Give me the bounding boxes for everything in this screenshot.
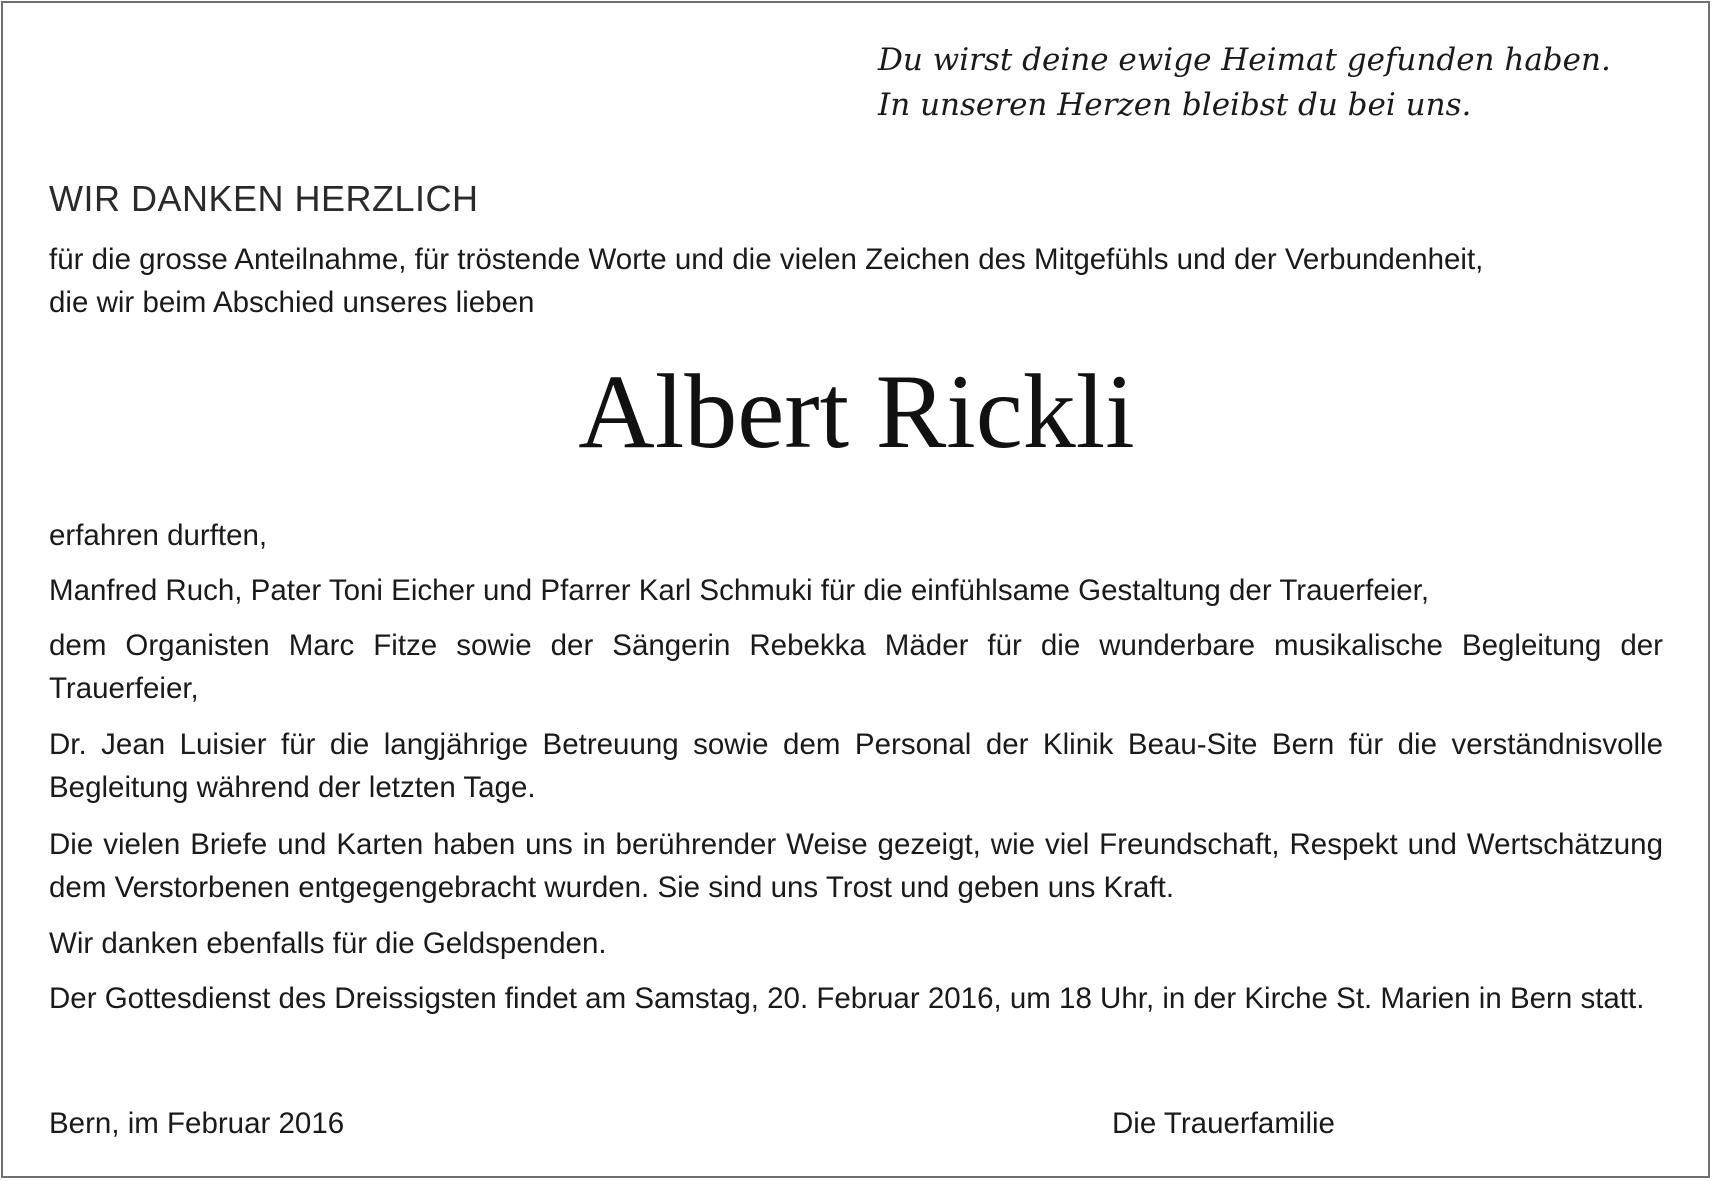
paragraph-letters: Die vielen Briefe und Karten haben uns in berührender Weise gezeigt, wie viel Freundschaft, Respekt und Wertschätzung dem Verstorbenen entgegengebracht wurden. Sie sind uns Trost und geben uns Kraft. [49,828,1663,904]
paragraph-erfahren: erfahren durften, [49,519,268,552]
paragraph-doctor-thanks: Dr. Jean Luisier für die langjährige Betreuung sowie dem Personal der Klinik Beau-Site Bern für die verständnisvolle Begleitung während der letzten Tage. [49,728,1663,804]
motto-line-2: In unseren Herzen bleibst du bei uns. [878,87,1472,123]
paragraph-music-thanks: dem Organisten Marc Fitze sowie der Sängerin Rebekka Mäder für die wunderbare musikalische Begleitung der Trauerfeier, [49,629,1663,705]
paragraph-service-info: Der Gottesdienst des Dreissigsten findet am Samstag, 20. Februar 2016, um 18 Uhr, in der Kirche St. Marien in Bern statt. [49,982,1645,1015]
intro-line-1: für die grosse Anteilnahme, für tröstende Worte und die vielen Zeichen des Mitgefühls und der Verbundenheit, [49,243,1484,276]
place-date: Bern, im Februar 2016 [49,1107,345,1140]
motto-line-1: Du wirst deine ewige Heimat gefunden haben. [878,42,1611,78]
motto-quote [878,38,1658,128]
paragraph-clergy-thanks: Manfred Ruch, Pater Toni Eicher und Pfarrer Karl Schmuki für die einfühlsame Gestaltung der Trauerfeier, [49,574,1430,607]
signature: Die Trauerfamilie [1112,1107,1335,1140]
intro-line-2: die wir beim Abschied unseres lieben [49,286,535,319]
heading-thanks: WIR DANKEN HERZLICH [49,178,479,219]
deceased-name: Albert Rickli [578,353,1135,470]
paragraph-donations: Wir danken ebenfalls für die Geldspenden. [49,927,607,960]
